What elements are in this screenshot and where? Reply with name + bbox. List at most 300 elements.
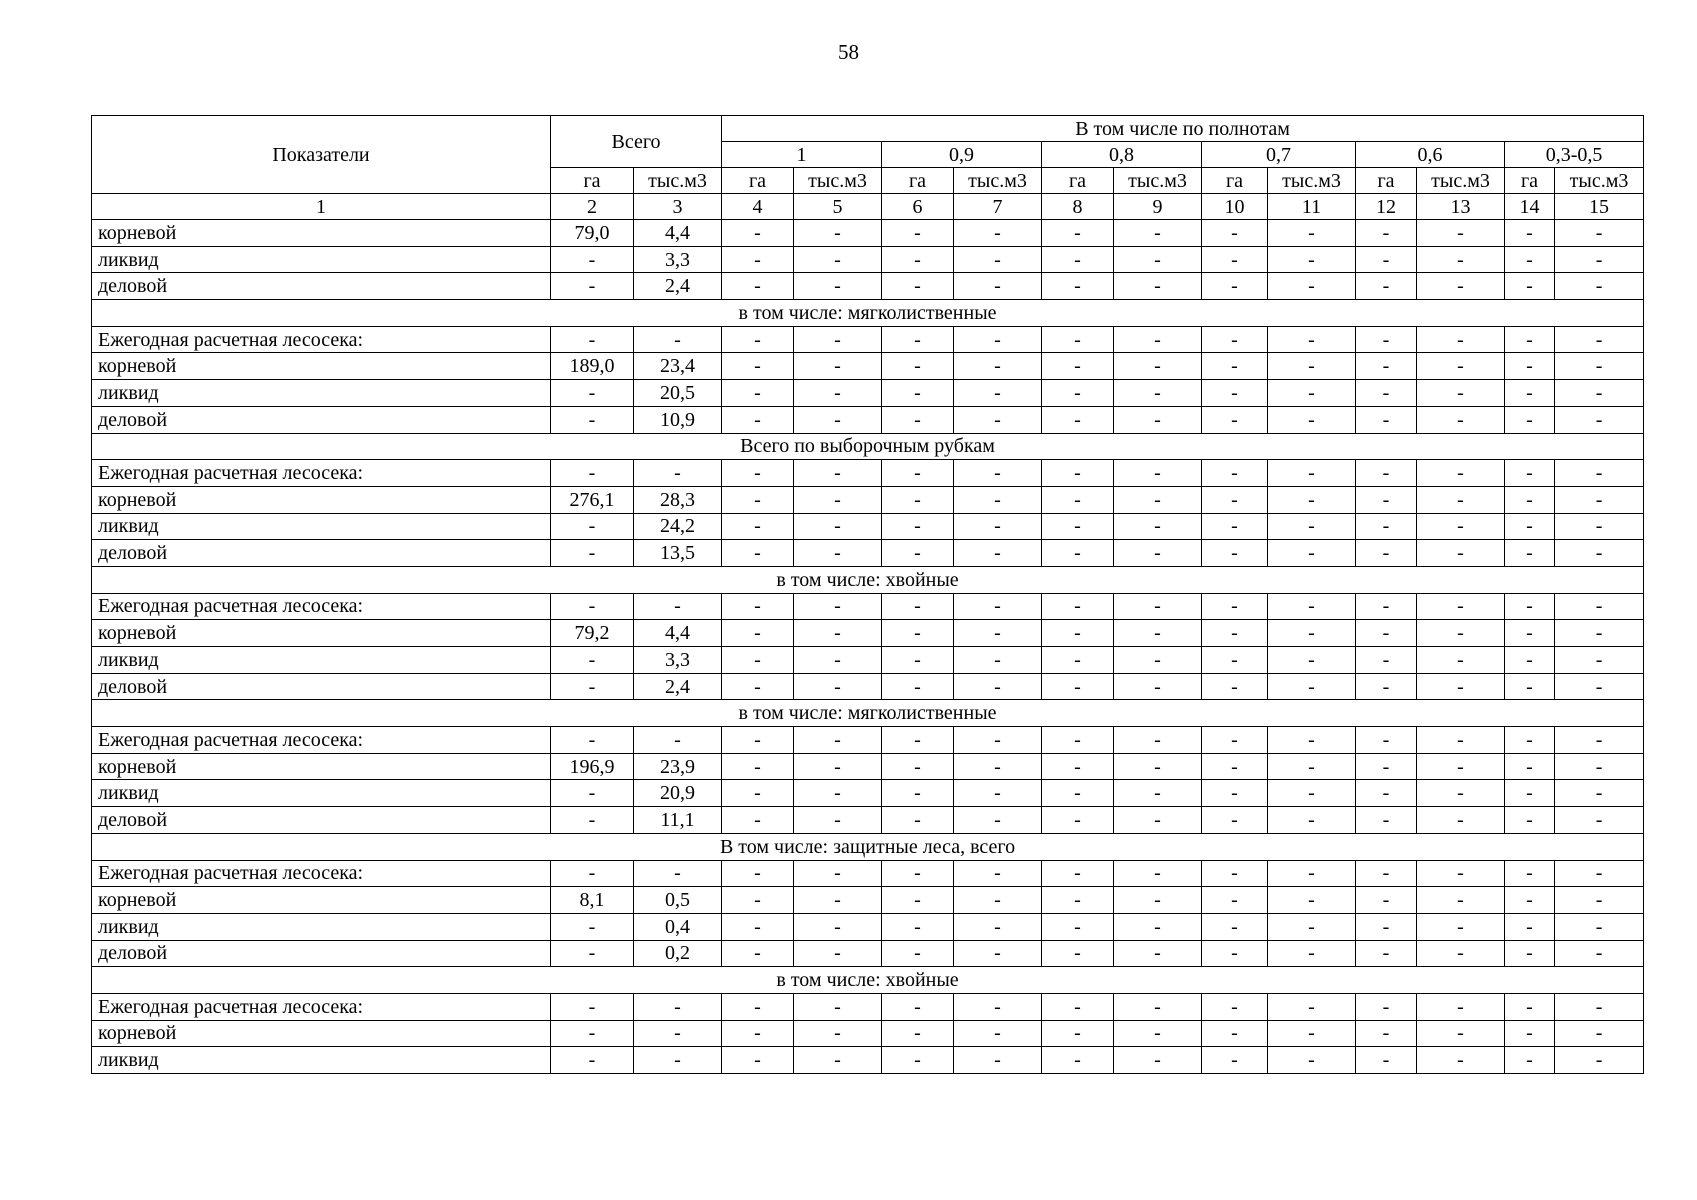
table-cell: - bbox=[1505, 673, 1555, 700]
table-cell: - bbox=[794, 406, 882, 433]
table-cell: - bbox=[551, 513, 634, 540]
table-cell: - bbox=[1555, 780, 1644, 807]
unit-header: тыс.м3 bbox=[634, 168, 722, 194]
table-cell: 24,2 bbox=[634, 513, 722, 540]
table-cell: 0,2 bbox=[634, 940, 722, 967]
table-cell: - bbox=[1042, 993, 1114, 1020]
table-cell: - bbox=[1555, 220, 1644, 247]
table-cell: - bbox=[794, 887, 882, 914]
table-cell: - bbox=[1505, 780, 1555, 807]
unit-header: га bbox=[551, 168, 634, 194]
table-cell: - bbox=[1356, 620, 1417, 647]
table-cell: 2,4 bbox=[634, 273, 722, 300]
table-cell: - bbox=[1555, 273, 1644, 300]
table-cell: 2,4 bbox=[634, 673, 722, 700]
table-cell: - bbox=[1356, 1020, 1417, 1047]
table-cell: - bbox=[1356, 246, 1417, 273]
table-cell: - bbox=[1202, 593, 1268, 620]
table-cell: - bbox=[1114, 780, 1202, 807]
table-cell: - bbox=[1042, 406, 1114, 433]
table-cell: - bbox=[1417, 940, 1505, 967]
table-cell: - bbox=[1268, 860, 1356, 887]
column-number: 13 bbox=[1417, 194, 1505, 220]
table-cell: - bbox=[794, 753, 882, 780]
table-cell: - bbox=[1042, 540, 1114, 567]
column-number: 4 bbox=[722, 194, 794, 220]
row-label: корневой bbox=[92, 486, 551, 513]
table-cell: - bbox=[722, 1020, 794, 1047]
table-cell: - bbox=[1356, 780, 1417, 807]
row-label: деловой bbox=[92, 540, 551, 567]
row-label: ликвид bbox=[92, 1047, 551, 1074]
table-cell: - bbox=[1417, 860, 1505, 887]
table-cell: - bbox=[1268, 807, 1356, 834]
table-row bbox=[92, 246, 1644, 273]
table-cell: - bbox=[1555, 620, 1644, 647]
table-cell: - bbox=[634, 993, 722, 1020]
table-cell: - bbox=[954, 780, 1042, 807]
table-cell: - bbox=[954, 326, 1042, 353]
table-cell: - bbox=[794, 1020, 882, 1047]
column-number: 8 bbox=[1042, 194, 1114, 220]
table-cell: - bbox=[1202, 647, 1268, 674]
density-group-header: 0,7 bbox=[1202, 142, 1356, 168]
table-cell: - bbox=[882, 887, 954, 914]
column-number: 12 bbox=[1356, 194, 1417, 220]
table-cell: - bbox=[1042, 593, 1114, 620]
table-cell: - bbox=[1114, 486, 1202, 513]
row-label: Ежегодная расчетная лесосека: bbox=[92, 727, 551, 754]
section-row bbox=[92, 566, 1644, 593]
by-density-header: В том числе по полнотам bbox=[722, 116, 1644, 142]
table-cell: - bbox=[1356, 993, 1417, 1020]
table-cell: - bbox=[1114, 807, 1202, 834]
table-cell: - bbox=[1042, 513, 1114, 540]
table-cell: - bbox=[551, 246, 634, 273]
table-row bbox=[92, 220, 1644, 247]
table-cell: - bbox=[1268, 353, 1356, 380]
table-cell: - bbox=[1555, 647, 1644, 674]
table-cell: - bbox=[1356, 380, 1417, 407]
table-cell: - bbox=[954, 273, 1042, 300]
table-cell: - bbox=[1268, 540, 1356, 567]
table-cell: - bbox=[1417, 887, 1505, 914]
table-cell: - bbox=[722, 780, 794, 807]
table-cell: - bbox=[551, 673, 634, 700]
table-cell: 13,5 bbox=[634, 540, 722, 567]
table-cell: - bbox=[634, 326, 722, 353]
section-title: В том числе: защитные леса, всего bbox=[92, 833, 1644, 860]
table-cell: - bbox=[1268, 246, 1356, 273]
table-row bbox=[92, 486, 1644, 513]
table-cell: 4,4 bbox=[634, 620, 722, 647]
table-cell: 3,3 bbox=[634, 246, 722, 273]
unit-header: тыс.м3 bbox=[1555, 168, 1644, 194]
table-cell: - bbox=[1202, 273, 1268, 300]
table-cell: - bbox=[1417, 273, 1505, 300]
column-number: 7 bbox=[954, 194, 1042, 220]
row-label: ликвид bbox=[92, 246, 551, 273]
table-cell: 4,4 bbox=[634, 220, 722, 247]
table-cell: - bbox=[1505, 807, 1555, 834]
table-cell: - bbox=[794, 593, 882, 620]
table-cell: - bbox=[1268, 993, 1356, 1020]
table-cell: - bbox=[634, 860, 722, 887]
row-label: Ежегодная расчетная лесосека: bbox=[92, 326, 551, 353]
table-cell: - bbox=[1268, 940, 1356, 967]
density-group-header: 0,9 bbox=[882, 142, 1042, 168]
table-row bbox=[92, 807, 1644, 834]
unit-header: га bbox=[722, 168, 794, 194]
table-row bbox=[92, 513, 1644, 540]
section-row bbox=[92, 300, 1644, 327]
row-label: Ежегодная расчетная лесосека: bbox=[92, 860, 551, 887]
table-cell: 20,5 bbox=[634, 380, 722, 407]
table-cell: - bbox=[1555, 1047, 1644, 1074]
table-cell: - bbox=[794, 940, 882, 967]
table-cell: - bbox=[882, 913, 954, 940]
table-cell: - bbox=[634, 1020, 722, 1047]
table-row bbox=[92, 860, 1644, 887]
column-number: 14 bbox=[1505, 194, 1555, 220]
row-label: ликвид bbox=[92, 913, 551, 940]
table-row bbox=[92, 380, 1644, 407]
table-row bbox=[92, 1047, 1644, 1074]
table-cell: - bbox=[794, 486, 882, 513]
column-number: 15 bbox=[1555, 194, 1644, 220]
table-cell: - bbox=[882, 246, 954, 273]
row-label: корневой bbox=[92, 753, 551, 780]
table-cell: - bbox=[794, 220, 882, 247]
table-cell: - bbox=[1356, 353, 1417, 380]
table-cell: - bbox=[794, 673, 882, 700]
table-cell: - bbox=[882, 460, 954, 487]
table-cell: - bbox=[722, 913, 794, 940]
table-cell: - bbox=[551, 913, 634, 940]
row-label: ликвид bbox=[92, 513, 551, 540]
table-cell: - bbox=[794, 460, 882, 487]
table-cell: - bbox=[1202, 780, 1268, 807]
density-group-header: 1 bbox=[722, 142, 882, 168]
table-cell: - bbox=[1042, 647, 1114, 674]
table-cell: - bbox=[1042, 887, 1114, 914]
table-cell: - bbox=[634, 727, 722, 754]
table-cell: - bbox=[954, 913, 1042, 940]
table-cell: - bbox=[551, 326, 634, 353]
table-cell: - bbox=[1114, 380, 1202, 407]
table-cell: - bbox=[1268, 406, 1356, 433]
table-cell: - bbox=[1042, 1047, 1114, 1074]
table-cell: - bbox=[551, 540, 634, 567]
table-cell: - bbox=[1042, 380, 1114, 407]
table-cell: - bbox=[1555, 913, 1644, 940]
table-cell: - bbox=[1114, 887, 1202, 914]
table-cell: - bbox=[954, 1047, 1042, 1074]
table-cell: - bbox=[1202, 620, 1268, 647]
table-cell: - bbox=[1202, 807, 1268, 834]
row-label: деловой bbox=[92, 406, 551, 433]
table-cell: - bbox=[882, 940, 954, 967]
table-row bbox=[92, 406, 1644, 433]
table-cell: - bbox=[1042, 807, 1114, 834]
table-cell: - bbox=[882, 780, 954, 807]
table-cell: - bbox=[722, 380, 794, 407]
table-cell: - bbox=[1417, 460, 1505, 487]
section-title: в том числе: хвойные bbox=[92, 566, 1644, 593]
table-cell: - bbox=[1268, 593, 1356, 620]
table-cell: - bbox=[1114, 647, 1202, 674]
table-cell: - bbox=[1505, 380, 1555, 407]
table-cell: - bbox=[1555, 1020, 1644, 1047]
row-label: корневой bbox=[92, 620, 551, 647]
table-cell: - bbox=[1268, 220, 1356, 247]
table-cell: - bbox=[551, 380, 634, 407]
table-cell: - bbox=[551, 780, 634, 807]
table-cell: - bbox=[1356, 913, 1417, 940]
table-cell: - bbox=[551, 807, 634, 834]
table-cell: - bbox=[722, 887, 794, 914]
total-header: Всего bbox=[551, 116, 722, 168]
table-cell: - bbox=[722, 513, 794, 540]
table-cell: - bbox=[1114, 326, 1202, 353]
table-cell: - bbox=[1202, 380, 1268, 407]
table-cell: - bbox=[634, 593, 722, 620]
table-cell: - bbox=[1505, 513, 1555, 540]
table-cell: - bbox=[882, 220, 954, 247]
column-number: 10 bbox=[1202, 194, 1268, 220]
table-cell: - bbox=[882, 807, 954, 834]
table-cell: - bbox=[1356, 673, 1417, 700]
table-cell: - bbox=[1042, 860, 1114, 887]
table-cell: - bbox=[1417, 1020, 1505, 1047]
table-cell: - bbox=[1202, 940, 1268, 967]
table-cell: - bbox=[1505, 860, 1555, 887]
table-cell: - bbox=[551, 1020, 634, 1047]
table-row bbox=[92, 326, 1644, 353]
table-cell: - bbox=[1356, 940, 1417, 967]
table-cell: - bbox=[1114, 353, 1202, 380]
table-cell: - bbox=[954, 860, 1042, 887]
table-cell: - bbox=[1042, 273, 1114, 300]
table-cell: - bbox=[722, 807, 794, 834]
forest-cutting-table bbox=[91, 115, 1644, 1074]
table-cell: - bbox=[882, 326, 954, 353]
row-label: деловой bbox=[92, 273, 551, 300]
table-cell: - bbox=[1268, 1020, 1356, 1047]
table-cell: - bbox=[1114, 513, 1202, 540]
table-cell: - bbox=[551, 727, 634, 754]
table-cell: - bbox=[1202, 246, 1268, 273]
table-cell: - bbox=[954, 220, 1042, 247]
table-row bbox=[92, 353, 1644, 380]
table-cell: - bbox=[1202, 887, 1268, 914]
table-row bbox=[92, 887, 1644, 914]
column-numbers-row bbox=[92, 194, 1644, 220]
table-cell: 23,4 bbox=[634, 353, 722, 380]
table-cell: - bbox=[1555, 673, 1644, 700]
table-cell: - bbox=[1505, 406, 1555, 433]
table-cell: - bbox=[1202, 220, 1268, 247]
table-cell: - bbox=[1505, 993, 1555, 1020]
table-cell: - bbox=[1202, 860, 1268, 887]
section-row bbox=[92, 700, 1644, 727]
table-row bbox=[92, 273, 1644, 300]
table-cell: - bbox=[722, 647, 794, 674]
table-cell: - bbox=[1356, 727, 1417, 754]
table-row bbox=[92, 1020, 1644, 1047]
table-cell: - bbox=[1417, 220, 1505, 247]
table-cell: - bbox=[954, 246, 1042, 273]
table-cell: - bbox=[1202, 406, 1268, 433]
table-cell: - bbox=[1114, 406, 1202, 433]
column-number: 5 bbox=[794, 194, 882, 220]
table-cell: 79,2 bbox=[551, 620, 634, 647]
table-cell: - bbox=[1505, 647, 1555, 674]
table-cell: - bbox=[882, 540, 954, 567]
table-cell: - bbox=[794, 1047, 882, 1074]
table-cell: - bbox=[954, 940, 1042, 967]
table-cell: - bbox=[882, 993, 954, 1020]
table-cell: - bbox=[1268, 273, 1356, 300]
row-label: деловой bbox=[92, 807, 551, 834]
table-cell: - bbox=[551, 1047, 634, 1074]
page-number: 58 bbox=[838, 40, 859, 64]
table-row bbox=[92, 647, 1644, 674]
table-cell: - bbox=[722, 860, 794, 887]
table-cell: - bbox=[1555, 326, 1644, 353]
table-cell: - bbox=[1268, 1047, 1356, 1074]
table-cell: - bbox=[1417, 540, 1505, 567]
table-cell: - bbox=[1417, 513, 1505, 540]
table-cell: - bbox=[1505, 940, 1555, 967]
table-cell: - bbox=[1114, 993, 1202, 1020]
table-cell: - bbox=[1356, 753, 1417, 780]
table-cell: - bbox=[1555, 887, 1644, 914]
table-cell: - bbox=[882, 620, 954, 647]
table-cell: - bbox=[1268, 647, 1356, 674]
table-cell: - bbox=[1417, 353, 1505, 380]
table-cell: - bbox=[1417, 753, 1505, 780]
table-cell: - bbox=[1356, 486, 1417, 513]
table-cell: 0,4 bbox=[634, 913, 722, 940]
table-cell: - bbox=[722, 673, 794, 700]
table-cell: - bbox=[954, 353, 1042, 380]
table-cell: - bbox=[794, 273, 882, 300]
unit-header: га bbox=[1042, 168, 1114, 194]
table-cell: - bbox=[1114, 1020, 1202, 1047]
table-cell: - bbox=[794, 727, 882, 754]
table-cell: - bbox=[1505, 1020, 1555, 1047]
table-cell: - bbox=[954, 1020, 1042, 1047]
unit-header: тыс.м3 bbox=[954, 168, 1042, 194]
table-cell: - bbox=[1202, 673, 1268, 700]
table-cell: - bbox=[794, 647, 882, 674]
table-cell: - bbox=[1555, 460, 1644, 487]
table-cell: - bbox=[1114, 940, 1202, 967]
column-number: 9 bbox=[1114, 194, 1202, 220]
table-cell: - bbox=[1417, 780, 1505, 807]
table-cell: - bbox=[954, 593, 1042, 620]
unit-header: га bbox=[1202, 168, 1268, 194]
table-cell: - bbox=[1505, 353, 1555, 380]
table-cell: - bbox=[882, 727, 954, 754]
table-cell: - bbox=[1114, 273, 1202, 300]
table-cell: - bbox=[1042, 326, 1114, 353]
table-cell: - bbox=[1555, 807, 1644, 834]
table-cell: - bbox=[1202, 540, 1268, 567]
table-cell: - bbox=[1042, 727, 1114, 754]
table-cell: - bbox=[1356, 860, 1417, 887]
table-cell: - bbox=[634, 460, 722, 487]
table-cell: 0,5 bbox=[634, 887, 722, 914]
table-cell: - bbox=[1114, 460, 1202, 487]
table-cell: - bbox=[954, 647, 1042, 674]
table-cell: - bbox=[794, 326, 882, 353]
table-cell: - bbox=[551, 460, 634, 487]
table-cell: - bbox=[1417, 593, 1505, 620]
section-row bbox=[92, 433, 1644, 460]
table-cell: - bbox=[1114, 620, 1202, 647]
table-cell: - bbox=[1042, 246, 1114, 273]
table-cell: - bbox=[1042, 486, 1114, 513]
table-cell: - bbox=[1114, 593, 1202, 620]
table-cell: - bbox=[722, 940, 794, 967]
row-label: ликвид bbox=[92, 380, 551, 407]
table-cell: - bbox=[1114, 220, 1202, 247]
column-number: 1 bbox=[92, 194, 551, 220]
table-cell: - bbox=[954, 380, 1042, 407]
table-cell: - bbox=[551, 993, 634, 1020]
table-cell: - bbox=[722, 353, 794, 380]
table-cell: - bbox=[722, 246, 794, 273]
table-cell: - bbox=[1268, 727, 1356, 754]
table-cell: - bbox=[1356, 273, 1417, 300]
density-group-header: 0,8 bbox=[1042, 142, 1202, 168]
table-cell: - bbox=[722, 460, 794, 487]
table-cell: - bbox=[722, 220, 794, 247]
table-cell: - bbox=[1042, 673, 1114, 700]
table-cell: - bbox=[1114, 1047, 1202, 1074]
table-row bbox=[92, 993, 1644, 1020]
section-title: Всего по выборочным рубкам bbox=[92, 433, 1644, 460]
table-cell: - bbox=[1114, 727, 1202, 754]
table-cell: - bbox=[1555, 380, 1644, 407]
table-cell: - bbox=[794, 380, 882, 407]
table-cell: 28,3 bbox=[634, 486, 722, 513]
table-cell: - bbox=[882, 380, 954, 407]
table-cell: - bbox=[551, 940, 634, 967]
table-cell: 11,1 bbox=[634, 807, 722, 834]
table-row bbox=[92, 940, 1644, 967]
table-cell: - bbox=[1417, 380, 1505, 407]
table-cell: - bbox=[1356, 647, 1417, 674]
table-cell: - bbox=[1505, 753, 1555, 780]
table-cell: - bbox=[722, 593, 794, 620]
table-cell: - bbox=[1042, 353, 1114, 380]
row-label: ликвид bbox=[92, 647, 551, 674]
table-cell: - bbox=[1042, 940, 1114, 967]
row-label: корневой bbox=[92, 220, 551, 247]
table-cell: - bbox=[794, 353, 882, 380]
table-cell: - bbox=[1417, 673, 1505, 700]
table-cell: - bbox=[1202, 460, 1268, 487]
unit-header: га bbox=[1356, 168, 1417, 194]
table-row bbox=[92, 540, 1644, 567]
table-cell: - bbox=[882, 860, 954, 887]
table-cell: - bbox=[551, 860, 634, 887]
table-cell: 23,9 bbox=[634, 753, 722, 780]
table-cell: - bbox=[1202, 326, 1268, 353]
